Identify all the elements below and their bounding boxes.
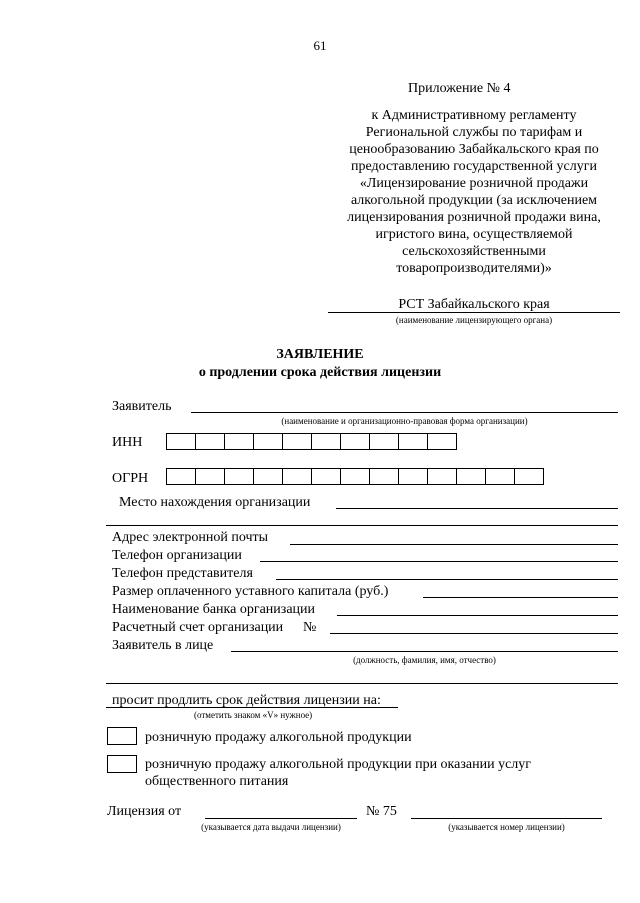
- digit-cell[interactable]: [253, 433, 283, 450]
- capital-label: Размер оплаченного уставного капитала (руб.): [112, 584, 389, 599]
- appendix-text: [328, 107, 620, 277]
- digit-cell[interactable]: [369, 468, 399, 485]
- license-number-caption: (указывается номер лицензии): [448, 822, 565, 832]
- applicant-person-field-continued[interactable]: [106, 683, 618, 684]
- license-number-field[interactable]: [411, 818, 602, 819]
- digit-cell[interactable]: [282, 468, 312, 485]
- digit-cell[interactable]: [340, 468, 370, 485]
- digit-cell[interactable]: [166, 468, 196, 485]
- bank-label: Наименование банка организации: [112, 602, 316, 617]
- option2-label-line1: розничную продажу алкогольной продукции при оказании услуг: [145, 757, 532, 772]
- digit-cell[interactable]: [514, 468, 544, 485]
- org-phone-label: Телефон организации: [112, 548, 242, 563]
- email-label: Адрес электронной почты: [112, 530, 269, 545]
- rep-phone-label: Телефон представителя: [112, 566, 253, 581]
- digit-cell[interactable]: [195, 468, 225, 485]
- account-number-sign: №: [303, 620, 317, 635]
- appendix-line: лицензирования розничной продажи вина,: [347, 210, 601, 225]
- request-underline: [106, 707, 398, 708]
- digit-cell[interactable]: [282, 433, 312, 450]
- license-date-field[interactable]: [205, 818, 357, 819]
- digit-cell[interactable]: [456, 468, 486, 485]
- authority-name: РСТ Забайкальского края: [398, 297, 550, 312]
- license-label: Лицензия от: [107, 804, 182, 819]
- location-label: Место нахождения организации: [119, 495, 311, 510]
- appendix-line: предоставлению государственной услуги: [351, 159, 597, 174]
- license-number-prefix: № 75: [366, 804, 397, 819]
- appendix-line: к Административному регламенту: [371, 108, 577, 123]
- rep-phone-field[interactable]: [276, 579, 618, 580]
- applicant-caption: (наименование и организационно-правовая форма организации): [281, 416, 528, 426]
- option1-checkbox[interactable]: [107, 727, 137, 745]
- appendix-line: алкогольной продукции (за исключением: [350, 193, 598, 208]
- digit-cell[interactable]: [311, 433, 341, 450]
- applicant-field[interactable]: [191, 412, 618, 413]
- applicant-person-caption: (должность, фамилия, имя, отчество): [353, 655, 496, 665]
- appendix-line: товаропроизводителями)»: [396, 261, 552, 276]
- bank-field[interactable]: [337, 615, 618, 616]
- page-number: 61: [313, 38, 327, 53]
- applicant-person-label: Заявитель в лице: [112, 638, 214, 653]
- account-label: Расчетный счет организации: [112, 620, 284, 635]
- digit-cell[interactable]: [224, 468, 254, 485]
- digit-cell[interactable]: [253, 468, 283, 485]
- email-field[interactable]: [290, 544, 618, 545]
- option2-label-line2: общественного питания: [145, 774, 289, 789]
- digit-cell[interactable]: [224, 433, 254, 450]
- digit-cell[interactable]: [485, 468, 515, 485]
- appendix-line: «Лицензирование розничной продажи: [359, 176, 589, 191]
- option2-checkbox[interactable]: [107, 755, 137, 773]
- digit-cell[interactable]: [195, 433, 225, 450]
- digit-cell[interactable]: [427, 468, 457, 485]
- appendix-line: ценообразованию Забайкальского края по: [349, 142, 599, 157]
- appendix-line: Региональной службы по тарифам и: [365, 125, 583, 140]
- request-text: просит продлить срок действия лицензии на:: [112, 693, 381, 708]
- digit-cell[interactable]: [369, 433, 399, 450]
- inn-label: ИНН: [112, 435, 143, 450]
- digit-cell[interactable]: [311, 468, 341, 485]
- digit-cell[interactable]: [398, 433, 428, 450]
- ogrn-label: ОГРН: [112, 471, 149, 486]
- applicant-person-field[interactable]: [231, 651, 618, 652]
- license-date-caption: (указывается дата выдачи лицензии): [201, 822, 341, 832]
- appendix-line: сельскохозяйственными: [402, 244, 546, 259]
- account-field[interactable]: [330, 633, 618, 634]
- capital-field[interactable]: [423, 597, 618, 598]
- appendix-line: игристого вина, осуществляемой: [375, 227, 573, 242]
- appendix-title: Приложение № 4: [408, 81, 511, 96]
- authority-line: [328, 312, 620, 313]
- digit-cell[interactable]: [398, 468, 428, 485]
- org-phone-field[interactable]: [260, 561, 618, 562]
- inn-cells[interactable]: [166, 433, 456, 450]
- document-subtitle: о продлении срока действия лицензии: [198, 365, 442, 380]
- request-caption: (отметить знаком «V» нужное): [194, 710, 313, 720]
- applicant-label: Заявитель: [112, 399, 172, 414]
- ogrn-cells[interactable]: [166, 468, 543, 485]
- authority-caption: (наименование лицензирующего органа): [395, 315, 553, 325]
- document-title: ЗАЯВЛЕНИЕ: [276, 347, 364, 362]
- digit-cell[interactable]: [427, 433, 457, 450]
- digit-cell[interactable]: [166, 433, 196, 450]
- location-field-continued[interactable]: [106, 525, 618, 526]
- digit-cell[interactable]: [340, 433, 370, 450]
- location-field[interactable]: [336, 508, 618, 509]
- option1-label: розничную продажу алкогольной продукции: [145, 730, 412, 745]
